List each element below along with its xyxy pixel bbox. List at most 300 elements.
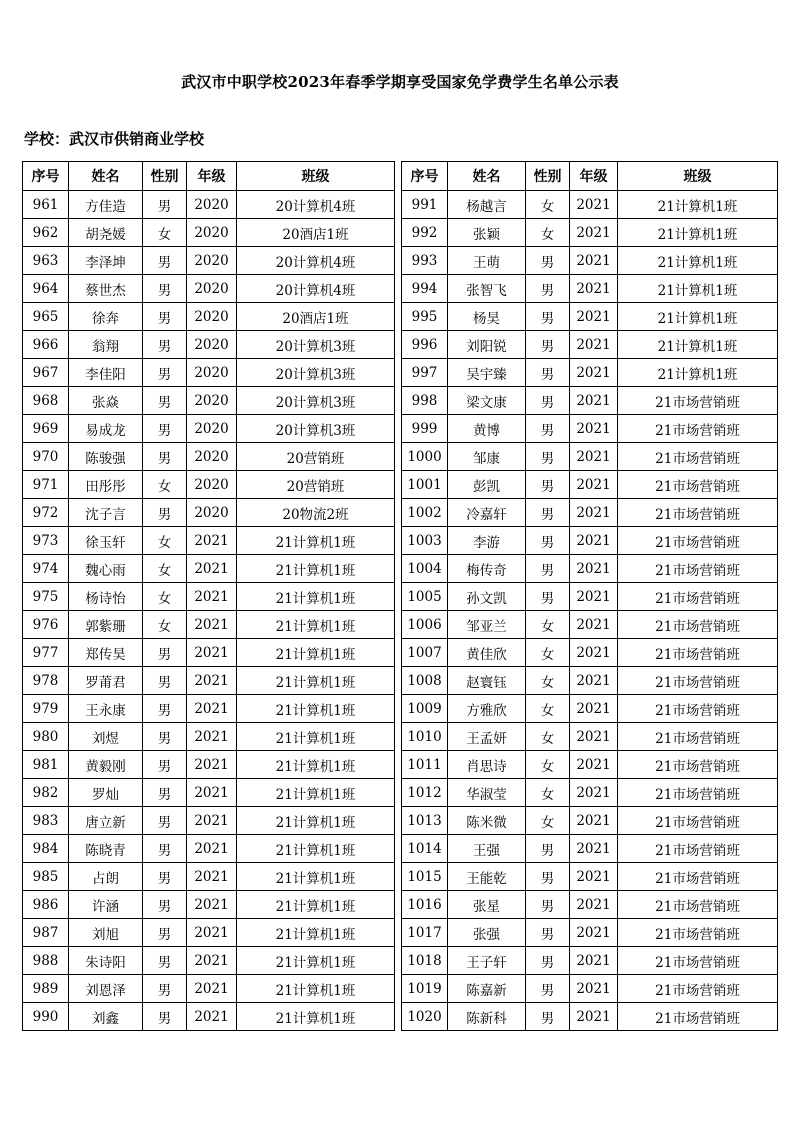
table-row [23, 863, 395, 891]
table-row [23, 527, 395, 555]
table-row [402, 723, 778, 751]
cell-seq: 1003 [402, 527, 448, 555]
cell-name: 梅传奇 [448, 555, 526, 583]
cell-grade: 2021 [187, 947, 237, 975]
header-grade: 年级 [187, 162, 237, 191]
cell-gender: 女 [526, 723, 570, 751]
table-row [23, 583, 395, 611]
cell-name: 张颖 [448, 219, 526, 247]
table-row [23, 639, 395, 667]
cell-seq: 999 [402, 415, 448, 443]
cell-seq: 972 [23, 499, 69, 527]
cell-grade: 2021 [187, 835, 237, 863]
cell-seq: 1007 [402, 639, 448, 667]
cell-gender: 男 [143, 275, 187, 303]
cell-seq: 1020 [402, 1003, 448, 1031]
cell-class: 21市场营销班 [618, 527, 778, 555]
cell-name: 方雅欣 [448, 695, 526, 723]
cell-name: 彭凯 [448, 471, 526, 499]
table-row [402, 891, 778, 919]
cell-gender: 女 [526, 611, 570, 639]
cell-gender: 男 [526, 415, 570, 443]
cell-class: 21计算机1班 [237, 667, 395, 695]
cell-seq: 986 [23, 891, 69, 919]
cell-class: 21计算机1班 [237, 695, 395, 723]
table-row [402, 191, 778, 219]
cell-seq: 1012 [402, 779, 448, 807]
cell-class: 21市场营销班 [618, 1003, 778, 1031]
table-row [23, 331, 395, 359]
cell-gender: 男 [143, 639, 187, 667]
table-row [402, 471, 778, 499]
table-row [23, 695, 395, 723]
cell-gender: 男 [526, 443, 570, 471]
cell-seq: 1016 [402, 891, 448, 919]
cell-class: 20营销班 [237, 443, 395, 471]
cell-name: 肖思诗 [448, 751, 526, 779]
cell-name: 冷嘉轩 [448, 499, 526, 527]
cell-name: 陈晓青 [69, 835, 143, 863]
cell-seq: 1018 [402, 947, 448, 975]
header-seq: 序号 [402, 162, 448, 191]
cell-name: 朱诗阳 [69, 947, 143, 975]
table-row [402, 527, 778, 555]
cell-grade: 2021 [187, 667, 237, 695]
cell-seq: 997 [402, 359, 448, 387]
cell-grade: 2021 [570, 723, 618, 751]
cell-seq: 996 [402, 331, 448, 359]
cell-seq: 984 [23, 835, 69, 863]
cell-class: 21计算机1班 [237, 975, 395, 1003]
table-row [402, 695, 778, 723]
cell-class: 20计算机3班 [237, 387, 395, 415]
cell-gender: 女 [143, 471, 187, 499]
cell-grade: 2021 [187, 1003, 237, 1031]
cell-grade: 2020 [187, 275, 237, 303]
cell-class: 21市场营销班 [618, 415, 778, 443]
cell-seq: 981 [23, 751, 69, 779]
cell-grade: 2020 [187, 219, 237, 247]
table-row [23, 471, 395, 499]
cell-grade: 2021 [570, 947, 618, 975]
table-row [23, 555, 395, 583]
cell-gender: 男 [526, 247, 570, 275]
cell-name: 邹亚兰 [448, 611, 526, 639]
cell-grade: 2021 [570, 191, 618, 219]
cell-grade: 2021 [570, 555, 618, 583]
cell-class: 20计算机3班 [237, 359, 395, 387]
cell-class: 20酒店1班 [237, 219, 395, 247]
cell-seq: 1010 [402, 723, 448, 751]
cell-gender: 女 [526, 639, 570, 667]
cell-grade: 2021 [570, 779, 618, 807]
cell-grade: 2021 [187, 527, 237, 555]
table-row [23, 359, 395, 387]
student-table-right [401, 161, 778, 1031]
cell-gender: 男 [143, 499, 187, 527]
table-row [402, 219, 778, 247]
cell-class: 20物流2班 [237, 499, 395, 527]
cell-class: 20计算机4班 [237, 275, 395, 303]
cell-class: 21市场营销班 [618, 555, 778, 583]
cell-name: 魏心雨 [69, 555, 143, 583]
cell-seq: 967 [23, 359, 69, 387]
cell-name: 王能乾 [448, 863, 526, 891]
cell-name: 蔡世杰 [69, 275, 143, 303]
cell-seq: 990 [23, 1003, 69, 1031]
cell-gender: 男 [526, 919, 570, 947]
cell-name: 赵寰钰 [448, 667, 526, 695]
cell-grade: 2020 [187, 499, 237, 527]
table-row [23, 947, 395, 975]
cell-class: 21计算机1班 [618, 359, 778, 387]
cell-name: 黄毅刚 [69, 751, 143, 779]
cell-name: 胡尧媛 [69, 219, 143, 247]
header-class: 班级 [237, 162, 395, 191]
cell-gender: 男 [526, 1003, 570, 1031]
cell-grade: 2021 [570, 527, 618, 555]
cell-class: 20计算机4班 [237, 247, 395, 275]
table-row [402, 667, 778, 695]
cell-class: 20计算机3班 [237, 415, 395, 443]
cell-name: 田彤彤 [69, 471, 143, 499]
header-gender: 性别 [143, 162, 187, 191]
cell-grade: 2021 [570, 891, 618, 919]
cell-grade: 2021 [570, 807, 618, 835]
table-row [402, 555, 778, 583]
cell-grade: 2020 [187, 247, 237, 275]
cell-class: 20计算机4班 [237, 191, 395, 219]
cell-grade: 2020 [187, 471, 237, 499]
cell-name: 刘阳锐 [448, 331, 526, 359]
cell-class: 21计算机1班 [237, 835, 395, 863]
cell-seq: 1002 [402, 499, 448, 527]
cell-gender: 男 [526, 555, 570, 583]
cell-name: 郭紫珊 [69, 611, 143, 639]
header-name: 姓名 [69, 162, 143, 191]
cell-class: 21市场营销班 [618, 779, 778, 807]
cell-name: 唐立新 [69, 807, 143, 835]
cell-seq: 1000 [402, 443, 448, 471]
cell-name: 张焱 [69, 387, 143, 415]
table-row [402, 779, 778, 807]
cell-grade: 2021 [570, 835, 618, 863]
cell-class: 21计算机1班 [618, 247, 778, 275]
cell-seq: 993 [402, 247, 448, 275]
cell-gender: 男 [143, 191, 187, 219]
cell-gender: 男 [526, 583, 570, 611]
cell-name: 华淑莹 [448, 779, 526, 807]
table-row [23, 219, 395, 247]
cell-name: 张智飞 [448, 275, 526, 303]
table-row [402, 303, 778, 331]
cell-grade: 2021 [570, 303, 618, 331]
cell-name: 黄佳欣 [448, 639, 526, 667]
table-row [402, 443, 778, 471]
cell-grade: 2021 [187, 975, 237, 1003]
table-row [402, 919, 778, 947]
cell-gender: 男 [143, 723, 187, 751]
cell-grade: 2021 [570, 639, 618, 667]
cell-gender: 男 [526, 359, 570, 387]
table-row [402, 1003, 778, 1031]
cell-name: 李佳阳 [69, 359, 143, 387]
cell-class: 21市场营销班 [618, 695, 778, 723]
cell-class: 21计算机1班 [618, 219, 778, 247]
cell-seq: 988 [23, 947, 69, 975]
cell-name: 占朗 [69, 863, 143, 891]
table-row [402, 751, 778, 779]
cell-gender: 男 [526, 331, 570, 359]
cell-name: 刘煜 [69, 723, 143, 751]
cell-grade: 2021 [187, 555, 237, 583]
cell-grade: 2021 [187, 751, 237, 779]
cell-gender: 男 [526, 527, 570, 555]
cell-gender: 男 [143, 331, 187, 359]
cell-gender: 男 [526, 471, 570, 499]
cell-class: 21市场营销班 [618, 639, 778, 667]
table-header-row [23, 162, 395, 191]
school-label: 学校：武汉市供销商业学校 [24, 130, 205, 148]
cell-name: 陈骏强 [69, 443, 143, 471]
cell-grade: 2021 [570, 695, 618, 723]
table-row [23, 499, 395, 527]
cell-gender: 男 [143, 303, 187, 331]
cell-seq: 971 [23, 471, 69, 499]
cell-class: 21计算机1班 [237, 639, 395, 667]
cell-gender: 男 [143, 863, 187, 891]
cell-grade: 2021 [187, 723, 237, 751]
cell-seq: 962 [23, 219, 69, 247]
cell-seq: 1005 [402, 583, 448, 611]
cell-gender: 女 [526, 807, 570, 835]
cell-name: 王永康 [69, 695, 143, 723]
cell-gender: 男 [143, 975, 187, 1003]
cell-grade: 2020 [187, 303, 237, 331]
cell-class: 21市场营销班 [618, 751, 778, 779]
cell-name: 张强 [448, 919, 526, 947]
cell-seq: 965 [23, 303, 69, 331]
cell-class: 21计算机1班 [237, 1003, 395, 1031]
cell-grade: 2020 [187, 387, 237, 415]
cell-name: 王强 [448, 835, 526, 863]
table-row [402, 499, 778, 527]
cell-name: 徐奔 [69, 303, 143, 331]
table-row [402, 611, 778, 639]
cell-name: 梁文康 [448, 387, 526, 415]
cell-class: 21计算机1班 [618, 275, 778, 303]
table-row [23, 387, 395, 415]
cell-seq: 1019 [402, 975, 448, 1003]
cell-gender: 男 [526, 947, 570, 975]
cell-class: 21计算机1班 [237, 779, 395, 807]
cell-gender: 女 [526, 219, 570, 247]
cell-class: 21市场营销班 [618, 387, 778, 415]
cell-gender: 男 [526, 303, 570, 331]
cell-name: 邹康 [448, 443, 526, 471]
cell-name: 李泽坤 [69, 247, 143, 275]
cell-seq: 966 [23, 331, 69, 359]
cell-gender: 男 [526, 499, 570, 527]
cell-grade: 2021 [570, 751, 618, 779]
cell-seq: 982 [23, 779, 69, 807]
table-row [402, 975, 778, 1003]
cell-seq: 1017 [402, 919, 448, 947]
cell-class: 21计算机1班 [237, 919, 395, 947]
cell-gender: 女 [143, 583, 187, 611]
cell-seq: 1011 [402, 751, 448, 779]
cell-name: 徐玉轩 [69, 527, 143, 555]
cell-gender: 男 [526, 387, 570, 415]
cell-name: 杨诗怡 [69, 583, 143, 611]
cell-grade: 2021 [570, 611, 618, 639]
cell-grade: 2021 [187, 583, 237, 611]
cell-name: 王孟妍 [448, 723, 526, 751]
table-row [23, 779, 395, 807]
table-row [23, 247, 395, 275]
cell-gender: 男 [143, 919, 187, 947]
cell-name: 黄博 [448, 415, 526, 443]
cell-grade: 2021 [570, 975, 618, 1003]
cell-name: 陈米微 [448, 807, 526, 835]
cell-name: 方佳造 [69, 191, 143, 219]
cell-grade: 2021 [187, 779, 237, 807]
cell-grade: 2021 [570, 499, 618, 527]
cell-gender: 男 [143, 667, 187, 695]
table-row [23, 919, 395, 947]
table-row [402, 359, 778, 387]
cell-grade: 2021 [570, 359, 618, 387]
cell-class: 21计算机1班 [618, 331, 778, 359]
cell-grade: 2021 [570, 1003, 618, 1031]
cell-class: 21市场营销班 [618, 919, 778, 947]
cell-class: 21计算机1班 [237, 947, 395, 975]
cell-seq: 1014 [402, 835, 448, 863]
cell-class: 21市场营销班 [618, 611, 778, 639]
cell-class: 21计算机1班 [237, 807, 395, 835]
cell-seq: 998 [402, 387, 448, 415]
cell-gender: 男 [143, 247, 187, 275]
table-row [402, 639, 778, 667]
table-header-row [402, 162, 778, 191]
table-row [23, 191, 395, 219]
cell-name: 刘旭 [69, 919, 143, 947]
cell-grade: 2021 [570, 443, 618, 471]
cell-class: 21市场营销班 [618, 975, 778, 1003]
table-row [23, 667, 395, 695]
cell-name: 郑传昊 [69, 639, 143, 667]
table-row [402, 947, 778, 975]
cell-grade: 2020 [187, 359, 237, 387]
cell-name: 沈子言 [69, 499, 143, 527]
cell-seq: 1015 [402, 863, 448, 891]
cell-gender: 女 [143, 611, 187, 639]
table-row [402, 247, 778, 275]
cell-gender: 男 [143, 359, 187, 387]
table-row [23, 723, 395, 751]
cell-seq: 970 [23, 443, 69, 471]
cell-class: 21计算机1班 [237, 583, 395, 611]
table-row [402, 387, 778, 415]
cell-gender: 女 [526, 191, 570, 219]
header-class: 班级 [618, 162, 778, 191]
cell-seq: 969 [23, 415, 69, 443]
cell-class: 21市场营销班 [618, 471, 778, 499]
cell-seq: 1001 [402, 471, 448, 499]
cell-grade: 2021 [187, 891, 237, 919]
cell-grade: 2021 [187, 919, 237, 947]
cell-grade: 2021 [570, 387, 618, 415]
cell-seq: 989 [23, 975, 69, 1003]
table-row [23, 807, 395, 835]
cell-gender: 女 [526, 751, 570, 779]
cell-gender: 女 [143, 219, 187, 247]
cell-seq: 995 [402, 303, 448, 331]
cell-class: 21市场营销班 [618, 863, 778, 891]
cell-class: 21计算机1班 [618, 303, 778, 331]
cell-gender: 女 [526, 695, 570, 723]
cell-class: 21计算机1班 [618, 191, 778, 219]
cell-class: 21市场营销班 [618, 583, 778, 611]
table-row [23, 751, 395, 779]
cell-seq: 976 [23, 611, 69, 639]
cell-gender: 女 [526, 667, 570, 695]
cell-grade: 2020 [187, 415, 237, 443]
cell-grade: 2021 [570, 919, 618, 947]
cell-gender: 男 [143, 1003, 187, 1031]
cell-name: 王子轩 [448, 947, 526, 975]
cell-name: 李游 [448, 527, 526, 555]
table-row [23, 303, 395, 331]
cell-gender: 男 [143, 387, 187, 415]
cell-seq: 992 [402, 219, 448, 247]
cell-class: 21市场营销班 [618, 891, 778, 919]
header-name: 姓名 [448, 162, 526, 191]
cell-grade: 2021 [187, 695, 237, 723]
cell-name: 孙文凯 [448, 583, 526, 611]
cell-class: 21计算机1班 [237, 555, 395, 583]
cell-grade: 2021 [187, 807, 237, 835]
cell-grade: 2021 [570, 219, 618, 247]
cell-class: 21计算机1班 [237, 891, 395, 919]
header-seq: 序号 [23, 162, 69, 191]
cell-grade: 2021 [570, 275, 618, 303]
table-row [23, 891, 395, 919]
header-gender: 性别 [526, 162, 570, 191]
table-row [402, 835, 778, 863]
cell-grade: 2021 [187, 639, 237, 667]
cell-seq: 991 [402, 191, 448, 219]
cell-name: 刘恩泽 [69, 975, 143, 1003]
cell-gender: 男 [143, 695, 187, 723]
table-row [23, 275, 395, 303]
cell-class: 21市场营销班 [618, 723, 778, 751]
cell-grade: 2021 [570, 331, 618, 359]
cell-gender: 女 [143, 527, 187, 555]
table-row [402, 275, 778, 303]
cell-class: 20酒店1班 [237, 303, 395, 331]
cell-grade: 2021 [570, 863, 618, 891]
cell-grade: 2021 [570, 471, 618, 499]
cell-gender: 男 [526, 275, 570, 303]
table-row [402, 415, 778, 443]
cell-grade: 2021 [570, 583, 618, 611]
cell-name: 陈新科 [448, 1003, 526, 1031]
cell-name: 罗莆君 [69, 667, 143, 695]
cell-gender: 男 [143, 947, 187, 975]
cell-name: 刘鑫 [69, 1003, 143, 1031]
cell-class: 21市场营销班 [618, 499, 778, 527]
